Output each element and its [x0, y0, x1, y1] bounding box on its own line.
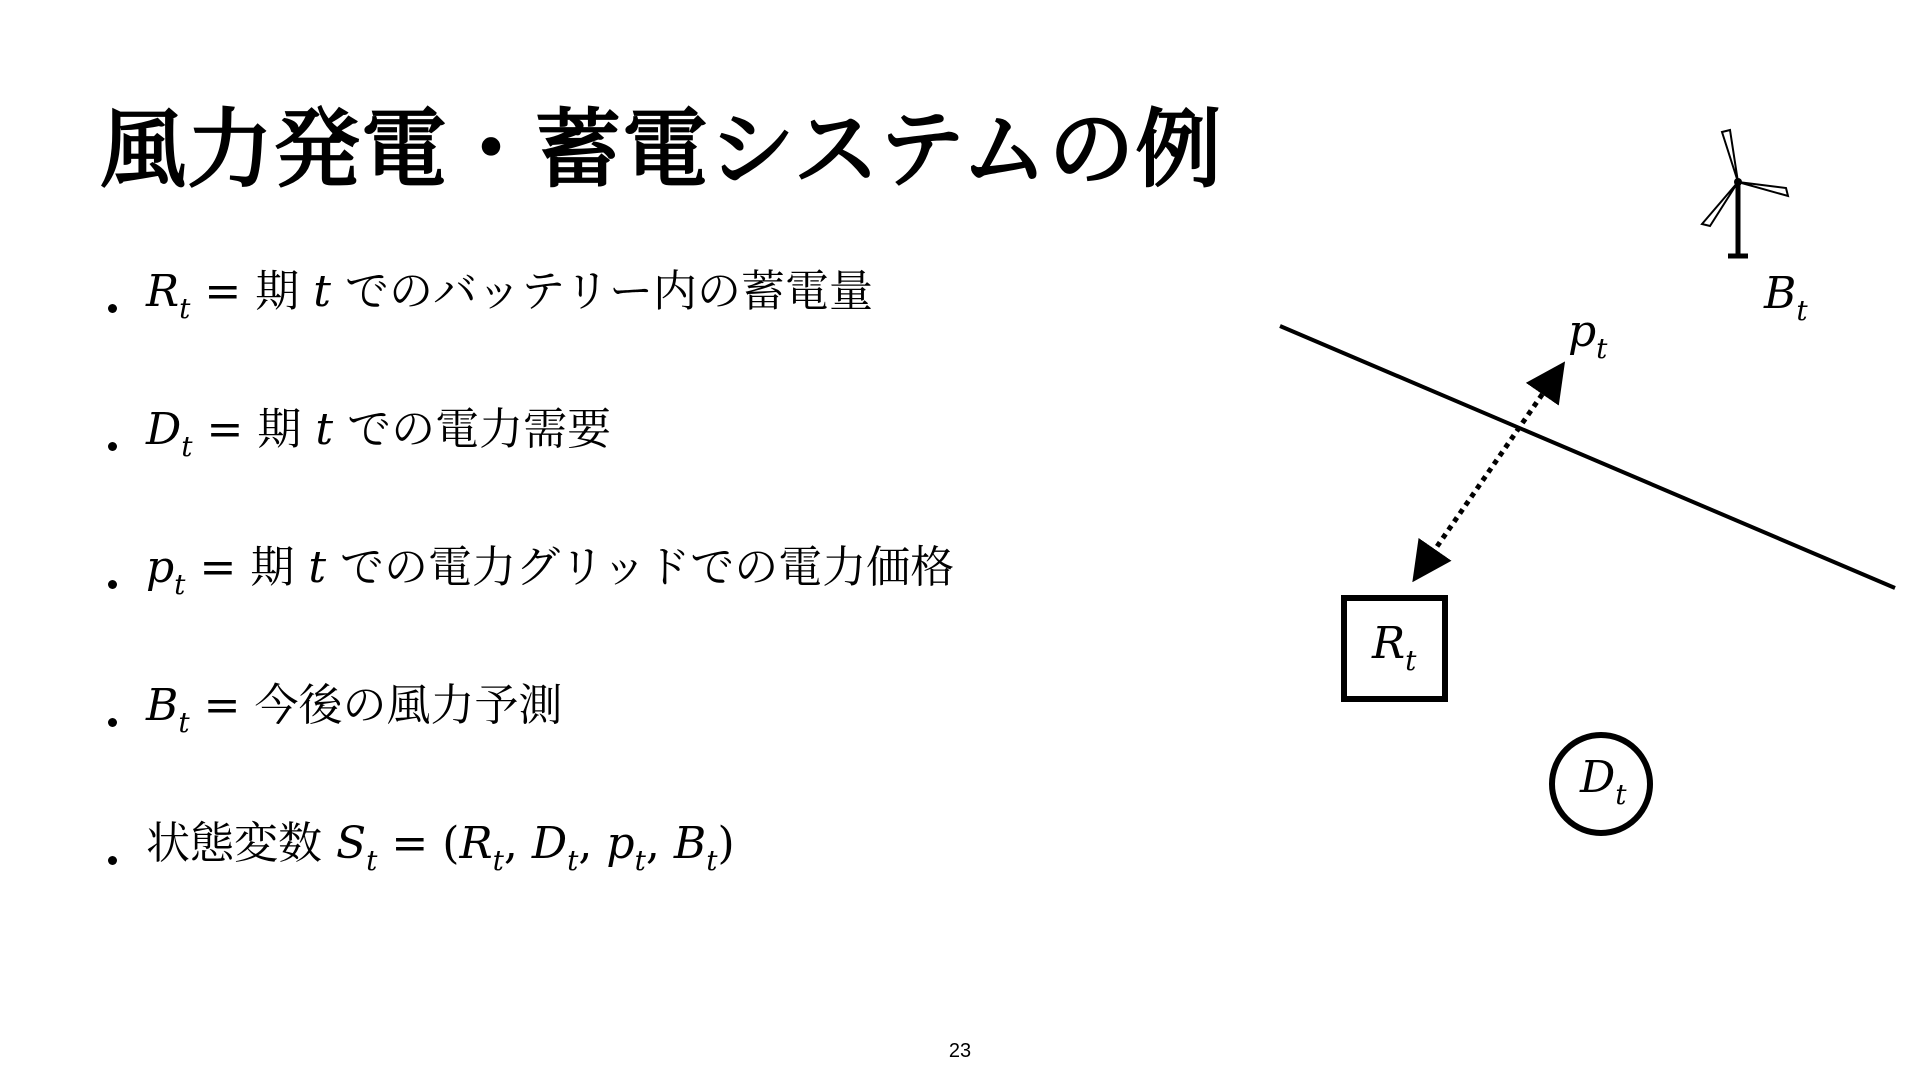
demand-label: $D_t$	[1580, 752, 1627, 811]
text-period: 期	[255, 266, 300, 317]
bullet-description: での電力グリッドでの電力価格	[340, 542, 955, 593]
comma: ,	[503, 818, 518, 869]
equals-sign: =	[199, 542, 237, 593]
open-paren: (	[442, 818, 460, 869]
text-period: 期	[257, 404, 302, 455]
var-B: B	[146, 680, 179, 731]
page-number: 23	[948, 1040, 972, 1062]
subscript-t: t	[174, 568, 186, 601]
var-t: t	[315, 404, 334, 455]
equals-sign: =	[203, 680, 241, 731]
equals-sign: =	[391, 818, 429, 869]
equals-sign: =	[204, 266, 242, 317]
comma: ,	[578, 818, 593, 869]
var-R: R	[146, 266, 180, 317]
battery-label: $R_t$	[1372, 618, 1417, 677]
wind-turbine-icon	[1702, 130, 1788, 256]
grid-price-label: $p_t$	[1568, 306, 1608, 365]
var-S: S	[336, 818, 367, 869]
text-period: 期	[250, 542, 295, 593]
close-paren: )	[717, 818, 735, 869]
subscript-t: t	[178, 706, 190, 739]
var-t: t	[308, 542, 326, 593]
subscript-t: t	[567, 844, 579, 877]
var-D: D	[531, 818, 568, 869]
subscript-t: t	[366, 844, 378, 877]
bullet-description: でのバッテリー内の蓄電量	[344, 266, 873, 317]
bullet-description: 今後の風力予測	[254, 680, 563, 731]
slide-title: 風力発電・蓄電システムの例	[100, 100, 1223, 200]
var-R: R	[459, 818, 493, 869]
text-state-variable: 状態変数	[146, 818, 322, 869]
equals-sign: =	[206, 404, 244, 455]
bullet-description: での電力需要	[347, 404, 612, 455]
comma: ,	[645, 818, 660, 869]
subscript-t: t	[706, 844, 718, 877]
subscript-t: t	[634, 844, 646, 877]
grid-line	[1280, 326, 1895, 588]
var-B: B	[673, 818, 707, 869]
turbine-label: $B_t$	[1764, 268, 1808, 327]
var-t: t	[313, 266, 331, 317]
var-p: p	[606, 818, 635, 869]
var-D: D	[146, 404, 182, 455]
subscript-t: t	[179, 292, 191, 325]
subscript-t: t	[181, 430, 193, 463]
var-p: p	[146, 542, 175, 593]
subscript-t: t	[492, 844, 504, 877]
